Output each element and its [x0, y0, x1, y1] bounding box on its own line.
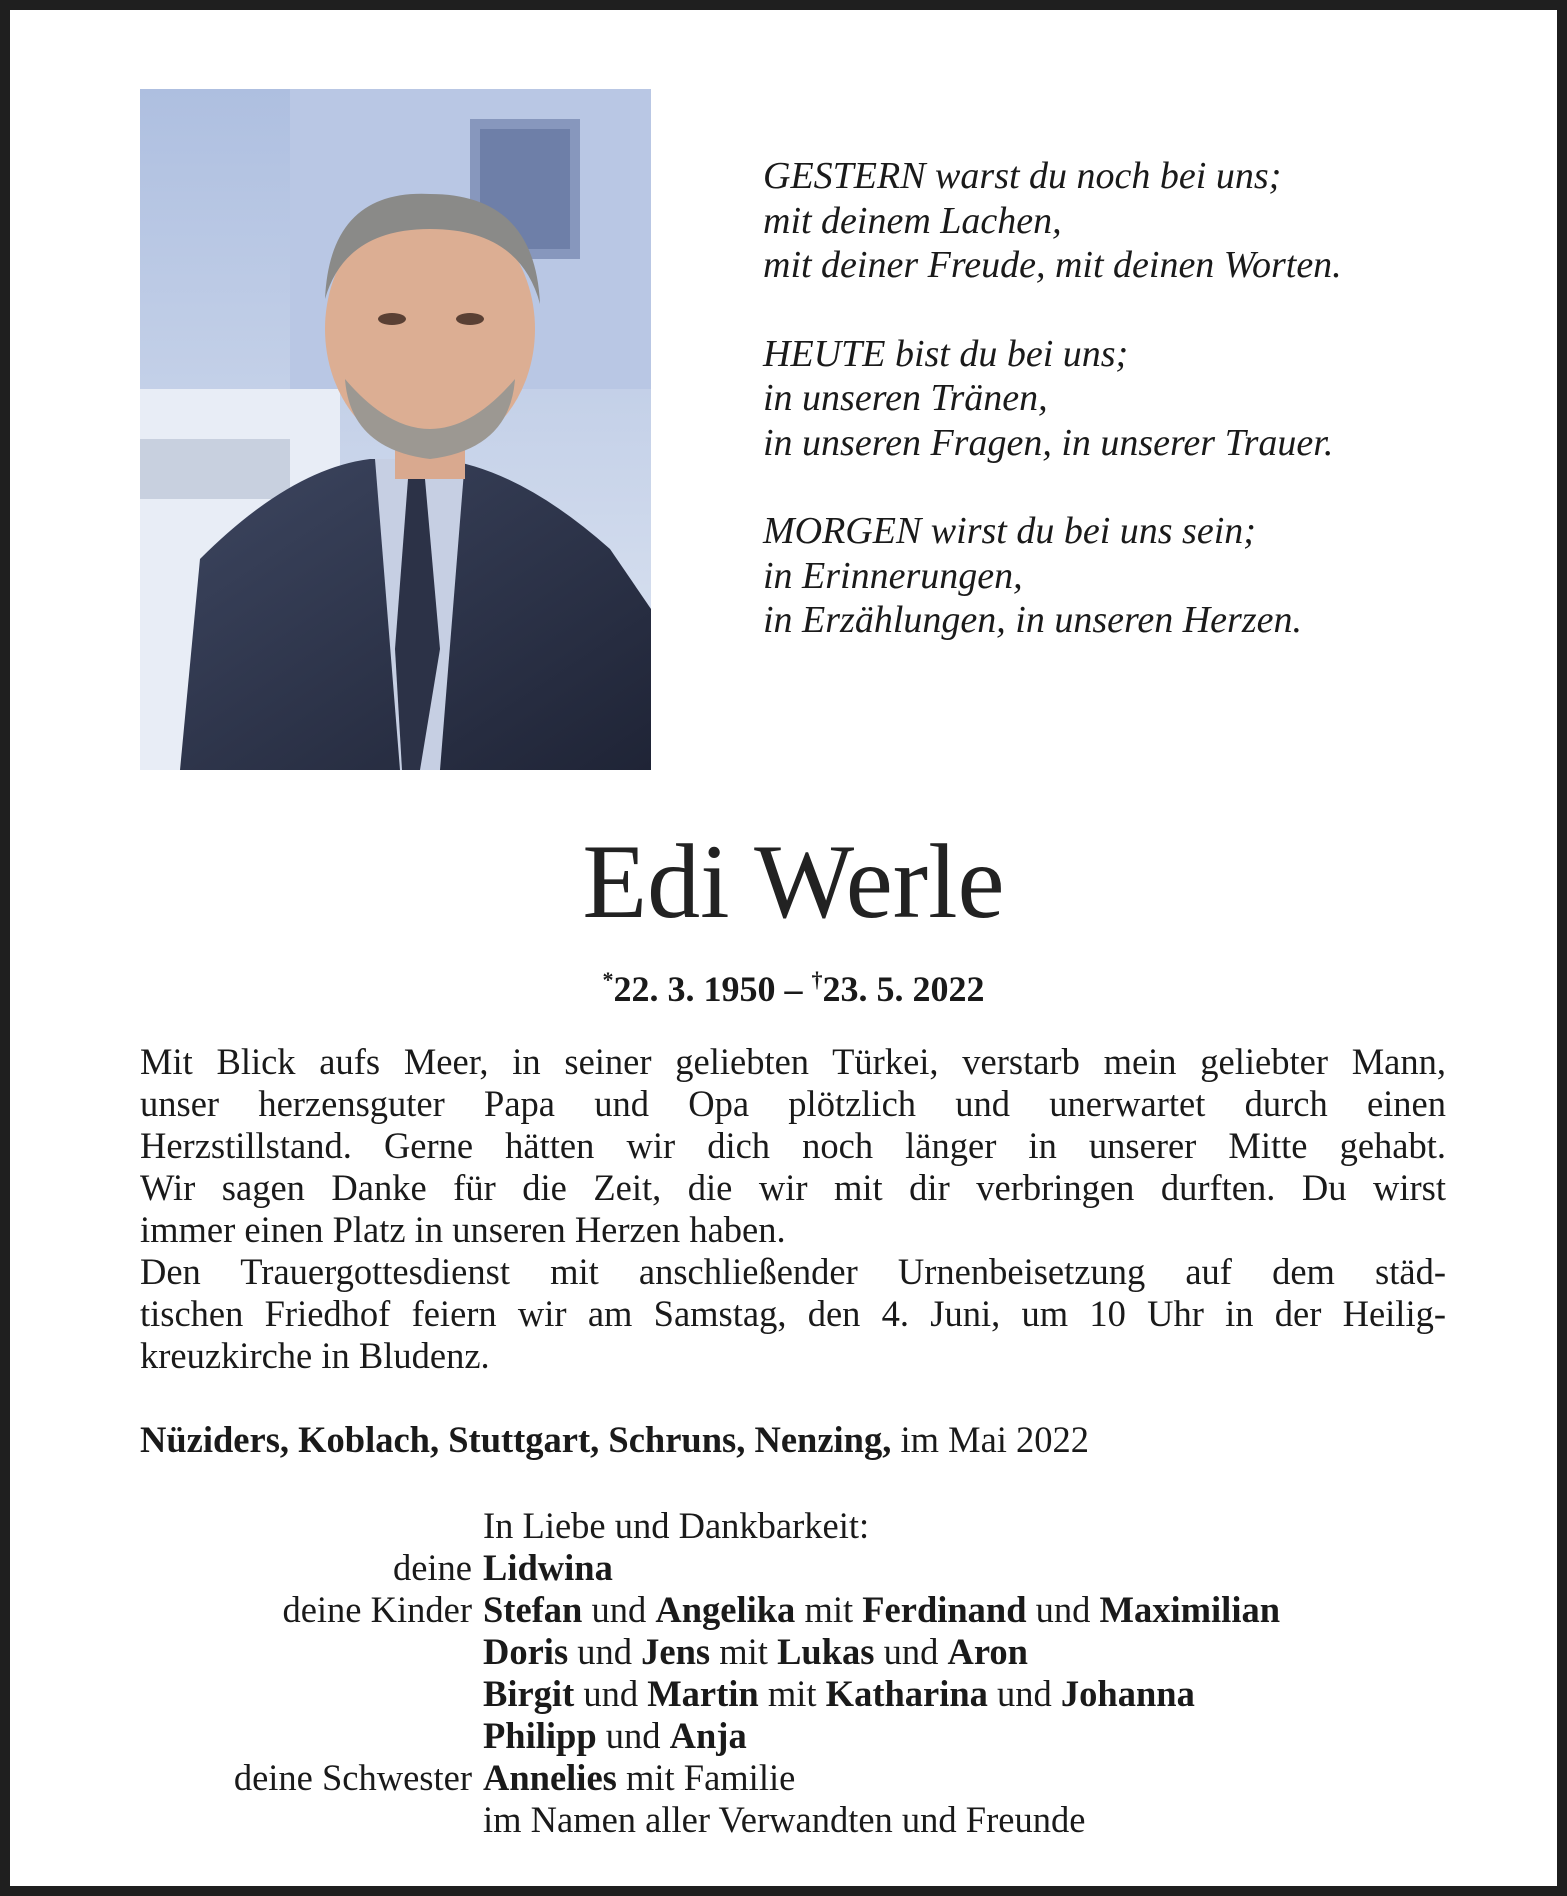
mourner-name: Maximilian: [1099, 1589, 1281, 1630]
relation-label: deine Kinder: [282, 1589, 472, 1630]
mourner-names: [483, 1757, 795, 1799]
places-and-date: [140, 1419, 1440, 1461]
deceased-name: Edi Werle: [582, 823, 1005, 940]
text-line: Wir sagen Danke für die Zeit, die wir mit dir verbringen durften. Du wirst: [140, 1167, 1446, 1208]
relation-label: [140, 1505, 483, 1547]
connector-text: mit: [795, 1589, 863, 1630]
poem-stanza: [763, 509, 1483, 643]
relation-label: deine: [392, 1547, 472, 1588]
connector-text: mit: [758, 1673, 826, 1714]
text-line: Den Trauergottesdienst mit anschließender Urnenbeisetzung auf dem städ-: [140, 1251, 1446, 1292]
relation-label: [140, 1715, 483, 1757]
mourner-name: Doris: [483, 1631, 569, 1672]
mourner-row: [140, 1589, 1460, 1631]
mourner-names: [483, 1547, 613, 1589]
mourner-names: [483, 1799, 1085, 1841]
text-line: Mit Blick aufs Meer, in seiner geliebten Türkei, verstarb mein geliebter Mann,: [140, 1041, 1446, 1082]
text-line: tischen Friedhof feiern wir am Samstag, den 4. Juni, um 10 Uhr in der Heilig-: [140, 1293, 1446, 1334]
mourner-name: Angelika: [655, 1589, 796, 1630]
mourner-name: Ferdinand: [862, 1589, 1027, 1630]
connector-text: und: [582, 1589, 656, 1630]
poem-line: mit deinem Lachen,: [763, 199, 1062, 242]
poem-line: in Erinnerungen,: [763, 554, 1023, 597]
connector-text: und: [574, 1673, 648, 1714]
portrait-image: [140, 89, 651, 770]
mourner-names: [483, 1589, 1280, 1631]
text-line: unser herzensguter Papa und Opa plötzlich und unerwartet durch einen: [140, 1083, 1446, 1124]
poem-line: MORGEN wirst du bei uns sein;: [763, 510, 1256, 552]
connector-text: und: [596, 1715, 670, 1756]
mourner-row: [140, 1673, 1460, 1715]
connector-text: und: [1026, 1589, 1100, 1630]
mourner-name: Aron: [947, 1631, 1028, 1672]
mourner-name: Annelies: [483, 1757, 617, 1798]
relation-label: [140, 1673, 483, 1715]
poem-line: HEUTE bist du bei uns;: [763, 332, 1129, 375]
closing-intro: In Liebe und Dankbarkeit:: [483, 1505, 870, 1546]
mourner-row: [140, 1547, 1460, 1589]
text-line: kreuzkirche in Bludenz.: [140, 1335, 490, 1376]
mourner-name: Jens: [641, 1631, 711, 1672]
announcement-text: [140, 1041, 1446, 1377]
birth-symbol: *: [602, 967, 614, 992]
mourner-name: Katharina: [825, 1673, 988, 1714]
birth-date: 22. 3. 1950: [613, 969, 776, 1009]
poem: [763, 154, 1483, 687]
date-separator: –: [775, 969, 812, 1009]
places-list: Nüziders, Koblach, Stuttgart, Schruns, Nenzing,: [140, 1419, 892, 1460]
connector-text: mit Familie: [616, 1757, 796, 1798]
signatories: [140, 1505, 1460, 1841]
connector-text: und: [987, 1673, 1061, 1714]
text-line: Herzstillstand. Gerne hätten wir dich noch länger in unserer Mitte gehabt.: [140, 1125, 1446, 1166]
mourner-name: Martin: [647, 1673, 759, 1714]
closing-intro-row: [140, 1505, 1460, 1547]
relation-label: [140, 1799, 483, 1841]
portrait-photo: [140, 89, 651, 770]
mourner-name: Lidwina: [483, 1547, 613, 1588]
mourner-name: Johanna: [1060, 1673, 1195, 1714]
mourner-name: Lukas: [777, 1631, 875, 1672]
poem-line: mit deiner Freude, mit deinen Worten.: [763, 244, 1342, 286]
mourner-name: Anja: [669, 1715, 747, 1756]
relation-label: deine Schwester: [233, 1757, 472, 1798]
poem-line: in unseren Tränen,: [763, 377, 1048, 419]
poem-line: GESTERN warst du noch bei uns;: [763, 155, 1282, 197]
text-line: immer einen Platz in unseren Herzen haben.: [140, 1209, 786, 1250]
mourner-row: [140, 1715, 1460, 1757]
death-symbol: †: [811, 967, 823, 992]
mourner-names: [483, 1673, 1195, 1715]
connector-text: mit: [710, 1631, 778, 1672]
mourner-names: [483, 1631, 1028, 1673]
relation-label: [140, 1631, 483, 1673]
connector-text: und: [874, 1631, 948, 1672]
connector-text: im Namen aller Verwandten und Freunde: [483, 1799, 1086, 1840]
mourner-row: [140, 1799, 1460, 1841]
announcement-date: im Mai 2022: [891, 1419, 1090, 1460]
poem-stanza: [763, 332, 1483, 466]
mourner-row: [140, 1631, 1460, 1673]
poem-stanza: [763, 154, 1483, 288]
mourner-name: Birgit: [483, 1673, 575, 1714]
mourners-list: [140, 1547, 1460, 1841]
death-date: 23. 5. 2022: [822, 969, 985, 1009]
life-dates: [10, 958, 1567, 1011]
poem-line: in Erzählungen, in unseren Herzen.: [763, 599, 1302, 641]
poem-line: in unseren Fragen, in unserer Trauer.: [763, 421, 1334, 464]
mourner-row: [140, 1757, 1460, 1799]
mourner-name: Stefan: [483, 1589, 583, 1630]
connector-text: und: [568, 1631, 642, 1672]
mourner-name: Philipp: [483, 1715, 597, 1756]
mourner-names: [483, 1715, 747, 1757]
